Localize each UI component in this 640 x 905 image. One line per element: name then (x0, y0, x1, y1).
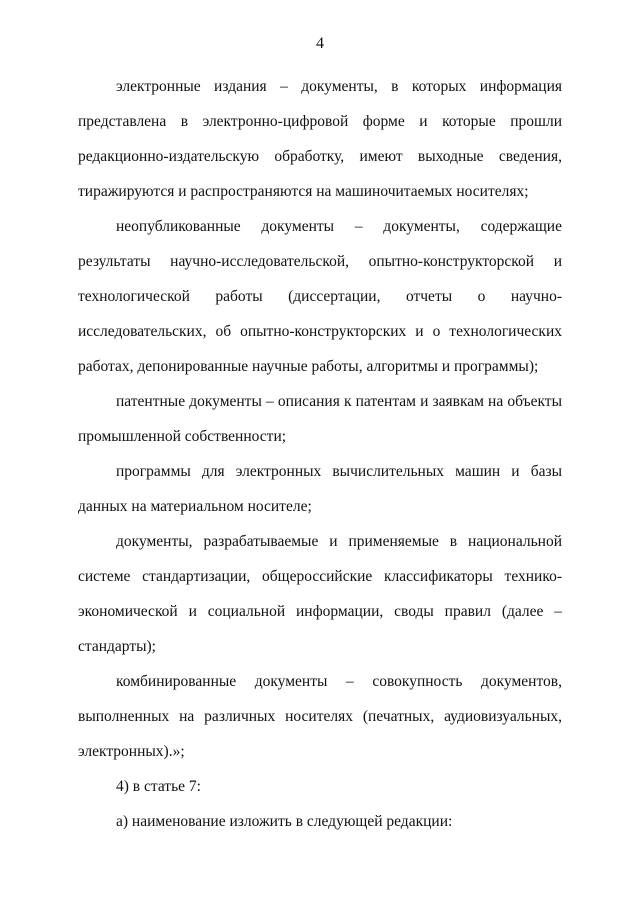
paragraph-combined-documents: комбинированные документы – совокупность документов, выполненных на различных носителях (печатных, аудиовизуальных, электронных).»; (78, 673, 562, 760)
paragraph-title-amendment: а) наименование изложить в следующей редакции: (116, 813, 453, 830)
paragraph-standards-documents: документы, разрабатываемые и применяемые в национальной системе стандартизации, общероссийские классификаторы технико-экономической и социальной информации, своды правил (далее – стандарты); (78, 533, 562, 655)
paragraph-electronic-publications: электронные издания – документы, в которых информация представлена в электронно-цифровой форме и которые прошли редакционно-издательскую обработку, имеют выходные сведения, тиражируются и распространяются на машиночитаемых носителях; (78, 78, 562, 200)
paragraph-unpublished-documents: неопубликованные документы – документы, содержащие результаты научно-исследовательской, опытно-конструкторской и технологической работы (диссертации, отчеты о научно-исследовательских, об опытно-конструкторских и о технологических работах, депонированные научные работы, алгоритмы и программы); (78, 218, 562, 375)
paragraph-patent-documents: патентные документы – описания к патентам и заявкам на объекты промышленной собственности; (78, 393, 562, 445)
page-number: 4 (316, 35, 324, 52)
paragraph-computer-programs: программы для электронных вычислительных машин и базы данных на материальном носителе; (78, 463, 562, 515)
paragraph-article-7: 4) в статье 7: (116, 778, 201, 795)
document-body (78, 69, 562, 839)
